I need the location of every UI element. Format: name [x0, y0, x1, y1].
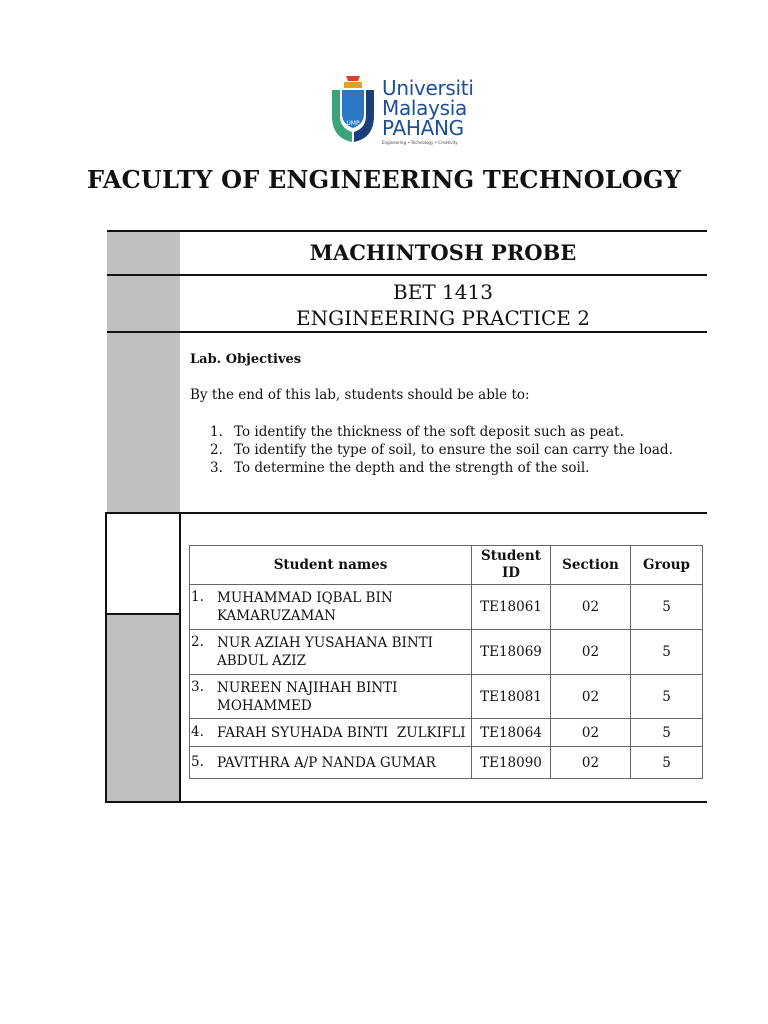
- gray-band-bottom: [107, 614, 180, 802]
- student-section: 02: [551, 675, 631, 719]
- table-rule: [105, 512, 707, 514]
- table-divider: [179, 512, 181, 803]
- student-group: 5: [631, 747, 703, 779]
- student-section: 02: [551, 630, 631, 675]
- table-row: [190, 630, 703, 675]
- student-group: 5: [631, 719, 703, 747]
- table-header-row: [190, 546, 703, 585]
- student-section: 02: [551, 585, 631, 630]
- student-name: NUR AZIAH YUSAHANA BINTI ABDUL AZIZ: [217, 635, 433, 669]
- objectives-intro: By the end of this lab, students should be able to:: [190, 387, 530, 403]
- university-emblem: [330, 76, 376, 148]
- student-name-cell: [190, 747, 472, 779]
- row-number: 2.: [191, 634, 204, 650]
- table-row: [190, 719, 703, 747]
- objective-number: 3.: [210, 460, 223, 476]
- table-rule: [105, 613, 181, 615]
- header-student-id-line2: ID: [501, 565, 521, 581]
- table-row: [190, 675, 703, 719]
- student-name: PAVITHRA A/P NANDA GUMAR: [217, 754, 436, 771]
- student-id: TE18061: [472, 585, 551, 630]
- table-rule: [107, 331, 707, 333]
- logo-text-line2: Malaysia: [382, 96, 467, 120]
- table-rule: [107, 230, 707, 232]
- university-logo: [330, 74, 475, 150]
- students-table: [189, 545, 703, 779]
- table-rule: [107, 274, 707, 276]
- lab-title: MACHINTOSH PROBE: [309, 240, 577, 265]
- student-name-cell: [190, 675, 472, 719]
- row-number: 3.: [191, 678, 204, 695]
- header-student-id-line1: Student: [481, 548, 541, 564]
- student-name: NUREEN NAJIHAH BINTI MOHAMMED: [217, 679, 398, 714]
- table-row: [190, 747, 703, 779]
- student-name-cell: [190, 630, 472, 675]
- header-student-id: [472, 546, 551, 585]
- row-number: 4.: [191, 723, 204, 740]
- student-group: 5: [631, 630, 703, 675]
- table-border-left: [105, 512, 107, 803]
- table-rule: [105, 801, 707, 803]
- student-section: 02: [551, 719, 631, 747]
- logo-tagline: Engineering • Technology • Creativity: [382, 140, 458, 145]
- student-group: 5: [631, 585, 703, 630]
- course-name: ENGINEERING PRACTICE 2: [296, 306, 590, 330]
- objective-item: [210, 423, 673, 441]
- objective-text: To identify the type of soil, to ensure the soil can carry the load.: [234, 442, 673, 458]
- emblem-text: UMP: [346, 120, 360, 127]
- student-group: 5: [631, 675, 703, 719]
- table-row: [190, 585, 703, 630]
- student-id: TE18081: [472, 675, 551, 719]
- row-number: 5.: [191, 753, 204, 770]
- objectives-list: [210, 423, 673, 477]
- header-student-names: Student names: [190, 546, 472, 585]
- objective-number: 1.: [210, 424, 223, 440]
- logo-text-line3: PAHANG: [382, 116, 464, 140]
- objective-number: 2.: [210, 442, 223, 458]
- student-name-cell: [190, 719, 472, 747]
- objective-text: To determine the depth and the strength of the soil.: [234, 460, 590, 476]
- objectives-heading: Lab. Objectives: [190, 352, 302, 367]
- header-section: Section: [551, 546, 631, 585]
- student-section: 02: [551, 747, 631, 779]
- course-code: BET 1413: [393, 280, 493, 304]
- student-id: TE18064: [472, 719, 551, 747]
- student-id: TE18090: [472, 747, 551, 779]
- faculty-title: FACULTY OF ENGINEERING TECHNOLOGY: [86, 165, 682, 194]
- objective-item: [210, 459, 673, 477]
- objective-text: To identify the thickness of the soft deposit such as peat.: [234, 424, 624, 440]
- student-id: TE18069: [472, 630, 551, 675]
- student-name: MUHAMMAD IQBAL BIN KAMARUZAMAN: [217, 590, 393, 624]
- student-name: FARAH SYUHADA BINTI ZULKIFLI: [217, 724, 466, 741]
- logo-text-line1: Universiti: [382, 76, 474, 100]
- row-number: 1.: [191, 589, 204, 605]
- header-group: Group: [631, 546, 703, 585]
- student-name-cell: [190, 585, 472, 630]
- objective-item: [210, 441, 673, 459]
